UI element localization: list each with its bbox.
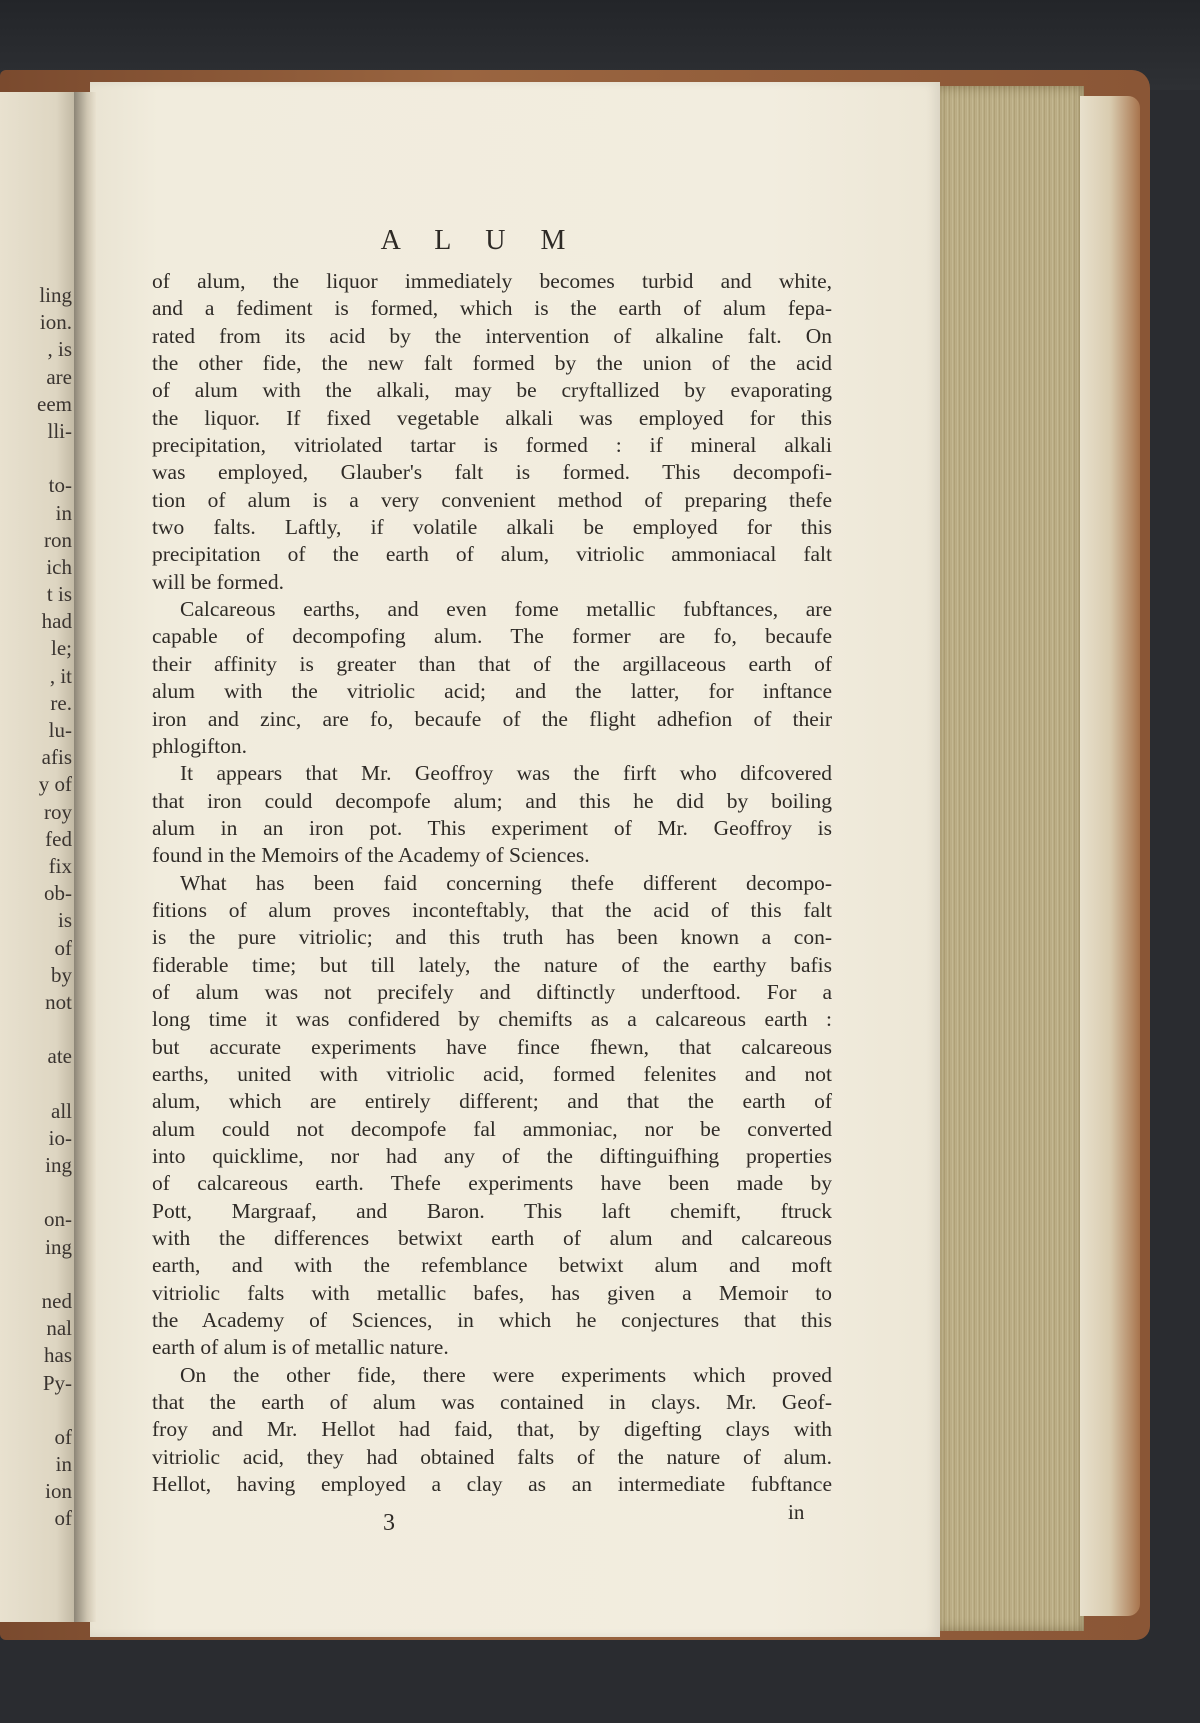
page-block-fore-edge <box>1080 96 1140 1616</box>
left-page-fragment: of <box>54 935 72 960</box>
left-page-fragment: of <box>54 1506 72 1531</box>
left-page-fragment: ate <box>47 1044 72 1069</box>
text-line: alum, which are entirely different; and that the earth of <box>152 1089 832 1114</box>
text-line: What has been faid concerning thefe different decompo- <box>180 870 832 895</box>
left-page-fragment: has <box>44 1343 72 1368</box>
left-page-text <box>0 282 72 1533</box>
left-page-fragment <box>0 1261 72 1288</box>
left-page-fragment: in <box>55 1452 72 1477</box>
left-page-fragment <box>0 445 72 472</box>
text-line: precipitation, vitriolated tartar is formed : if mineral alkali <box>152 433 832 458</box>
text-line: of alum was not precifely and diftinctly underftood. For a <box>152 979 832 1004</box>
left-page-fragment: io- <box>48 1125 72 1150</box>
left-page-fragment: eem <box>37 391 72 416</box>
left-page-fragment: all <box>51 1098 72 1123</box>
text-line: earth of alum is of metallic nature. <box>152 1335 449 1360</box>
text-line: earth, and with the refemblance betwixt alum and moft <box>152 1253 832 1278</box>
text-line: rated from its acid by the intervention of alkaline falt. On <box>152 323 832 348</box>
catchword: in <box>788 1500 805 1524</box>
left-page-fragment <box>0 1016 72 1043</box>
left-page-fragment: not <box>45 989 72 1014</box>
left-page-fragment: lli- <box>47 418 72 443</box>
text-line: froy and Mr. Hellot had faid, that, by digefting clays with <box>152 1417 832 1442</box>
left-page-fragment: re. <box>50 690 72 715</box>
text-line: vitriolic acid, they had obtained falts of the nature of alum. <box>152 1444 832 1469</box>
text-line: capable of decompofing alum. The former are fo, becaufe <box>152 624 832 649</box>
left-page-fragment: ron <box>44 527 72 552</box>
text-line: of calcareous earth. Thefe experiments have been made by <box>152 1171 832 1196</box>
left-page-fragment: y of <box>38 772 72 797</box>
left-page-fragment: t is <box>46 582 72 607</box>
left-page-fragment: in <box>55 500 72 525</box>
left-page-fragment <box>0 1397 72 1424</box>
left-page-fragment: le; <box>51 636 72 661</box>
left-page-fragment: ing <box>45 1153 72 1177</box>
left-page-fragment <box>0 1179 72 1206</box>
text-line: Calcareous earths, and even fome metallic fubftances, are <box>180 597 832 622</box>
text-line: fitions of alum proves inconteftably, that the acid of this falt <box>152 897 832 922</box>
left-page-fragment: ich <box>46 554 72 579</box>
text-line: is the pure vitriolic; and this truth has been known a con- <box>152 925 832 950</box>
text-line: their affinity is greater than that of the argillaceous earth of <box>152 651 832 676</box>
text-line: of alum, the liquor immediately becomes turbid and white, <box>152 269 832 293</box>
left-page-fragment: had <box>41 609 72 634</box>
left-page-fragment: are <box>46 364 72 389</box>
left-page-fragment: ion <box>45 1479 72 1504</box>
left-page-fragment: , it <box>49 663 72 688</box>
left-page-fragment: ned <box>41 1288 72 1313</box>
left-page-fragment: fed <box>45 826 72 851</box>
left-page-fragment <box>0 1070 72 1097</box>
text-line: two falts. Laftly, if volatile alkali be employed for this <box>152 515 832 540</box>
text-line: and a fediment is formed, which is the earth of alum fepa- <box>152 296 832 321</box>
left-page-fragment: roy <box>44 799 72 824</box>
text-line: of alum with the alkali, may be cryftallized by evaporating <box>152 378 832 403</box>
text-line: Pott, Margraaf, and Baron. This laft chemift, ftruck <box>152 1198 832 1223</box>
text-line: the Academy of Sciences, in which he conjectures that this <box>152 1308 832 1333</box>
text-line: iron and zinc, are fo, becaufe of the flight adhefion of their <box>152 706 832 731</box>
text-line: the other fide, the new falt formed by the union of the acid <box>152 351 832 376</box>
page-block-edges <box>936 86 1084 1631</box>
text-line: It appears that Mr. Geoffroy was the firft who difcovered <box>180 761 832 786</box>
text-line: Hellot, having employed a clay as an intermediate fubftance <box>152 1472 832 1497</box>
left-page-fragment: ion. <box>39 310 72 335</box>
text-line: phlogifton. <box>152 733 247 758</box>
signature-mark: 3 <box>383 1510 395 1536</box>
left-page-fragment: on- <box>44 1207 72 1232</box>
left-page-fragment: fix <box>48 853 72 878</box>
text-line: earths, united with vitriolic acid, formed felenites and not <box>152 1061 832 1086</box>
text-line: but accurate experiments have fince fhewn, that calcareous <box>152 1034 832 1059</box>
left-page-fragment: nal <box>46 1316 72 1341</box>
left-page-fragment: by <box>51 962 72 987</box>
left-page-fragment: ling <box>39 283 72 307</box>
left-page-fragment: Py- <box>42 1370 72 1395</box>
left-page-fragment: afis <box>41 745 72 770</box>
text-line: that the earth of alum was contained in clays. Mr. Geof- <box>152 1390 832 1415</box>
text-line: alum in an iron pot. This experiment of Mr. Geoffroy is <box>152 815 832 840</box>
text-line: with the differences betwixt earth of alum and calcareous <box>152 1226 832 1251</box>
left-page-fragment: lu- <box>48 718 72 742</box>
left-page-fragment: ing <box>45 1234 72 1259</box>
body-text <box>152 268 832 1498</box>
text-line: the liquor. If fixed vegetable alkali was employed for this <box>152 405 832 430</box>
left-page-fragment: to- <box>48 473 72 498</box>
text-line: vitriolic falts with metallic bafes, has given a Memoir to <box>152 1280 832 1305</box>
text-line: will be formed. <box>152 569 284 594</box>
left-page <box>0 92 80 1622</box>
left-page-fragment: of <box>54 1424 72 1449</box>
running-head: A L U M <box>380 225 580 256</box>
gutter <box>74 92 96 1622</box>
text-line: fiderable time; but till lately, the nature of the earthy bafis <box>152 952 832 977</box>
left-page-fragment: is <box>57 908 72 933</box>
left-page-fragment: ob- <box>44 881 72 906</box>
text-line: tion of alum is a very convenient method of preparing thefe <box>152 487 832 512</box>
left-page-fragment: , is <box>47 337 72 362</box>
text-line: alum could not decompofe fal ammoniac, nor be converted <box>152 1116 832 1141</box>
text-line: into quicklime, nor had any of the diftinguifhing properties <box>152 1144 832 1168</box>
text-line: found in the Memoirs of the Academy of Sciences. <box>152 843 590 868</box>
text-line: that iron could decompofe alum; and this he did by boiling <box>152 788 832 813</box>
text-line: long time it was confidered by chemifts as a calcareous earth : <box>152 1007 832 1032</box>
text-line: was employed, Glauber's falt is formed. This decompofi- <box>152 460 832 485</box>
text-line: On the other fide, there were experiments which proved <box>180 1362 832 1387</box>
text-line: precipitation of the earth of alum, vitriolic ammoniacal falt <box>152 542 832 567</box>
text-line: alum with the vitriolic acid; and the latter, for inftance <box>152 679 832 704</box>
